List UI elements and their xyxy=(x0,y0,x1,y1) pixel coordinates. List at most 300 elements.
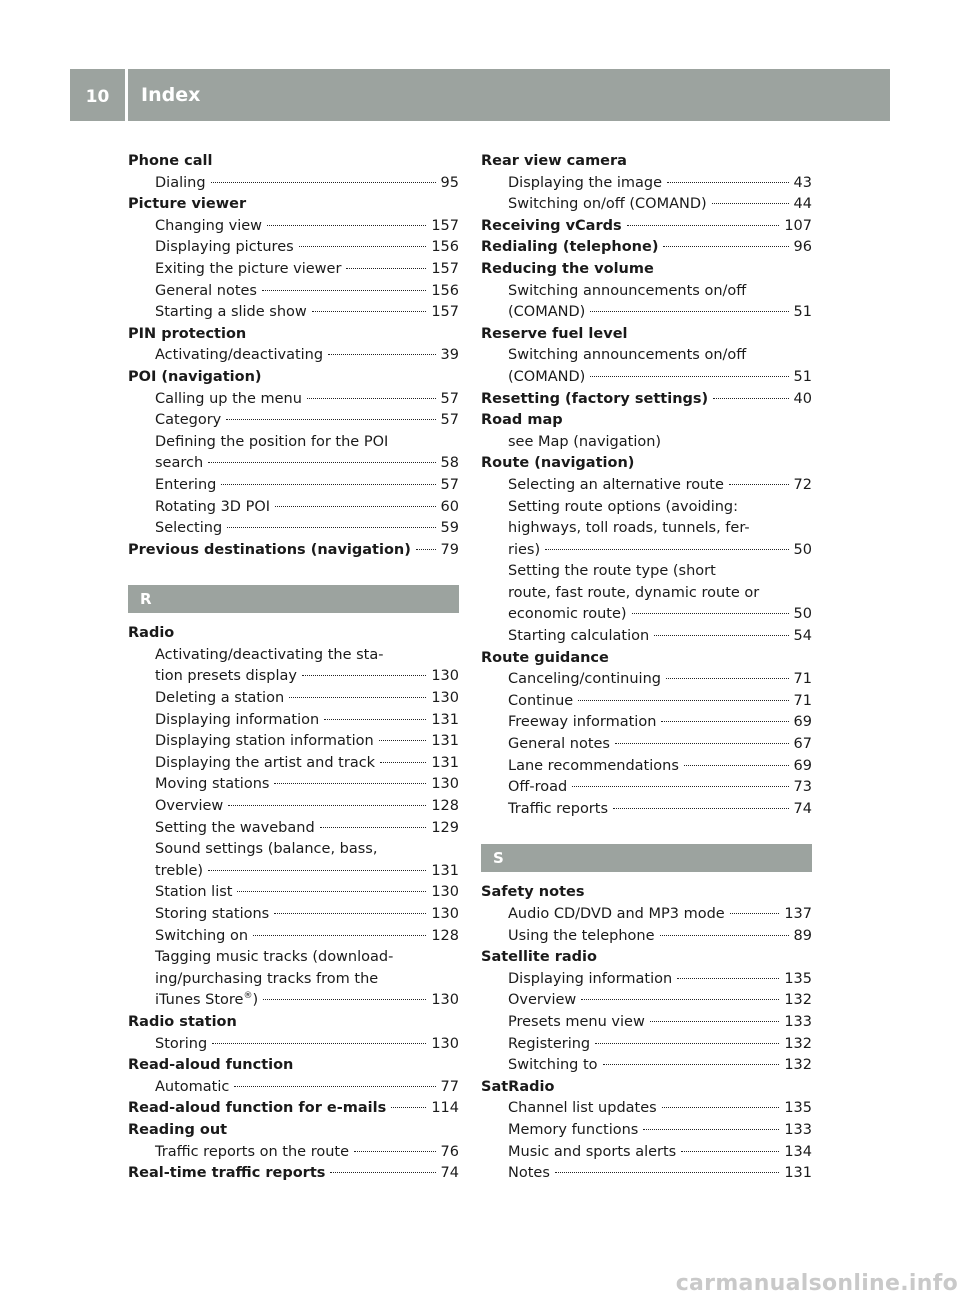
index-subentry[interactable] xyxy=(128,666,459,688)
index-entry[interactable] xyxy=(128,324,459,346)
index-subentry[interactable] xyxy=(481,691,812,713)
page-ref[interactable]: 137 xyxy=(784,906,812,922)
entry-text: Displaying information xyxy=(155,711,320,728)
entry-text: Redialing (telephone) xyxy=(481,239,659,256)
entry-label xyxy=(508,604,627,626)
entry-text: Radio station xyxy=(128,1013,237,1030)
entry-label xyxy=(508,734,610,756)
page-ref[interactable]: 130 xyxy=(431,776,459,793)
entry-suffix: ) xyxy=(252,992,259,1009)
page-ref[interactable]: 50 xyxy=(793,606,812,623)
index-entry[interactable] xyxy=(128,1012,459,1034)
entry-label xyxy=(155,453,203,475)
dot-leader xyxy=(330,1172,435,1173)
index-entry[interactable] xyxy=(128,1163,459,1185)
index-subentry[interactable] xyxy=(128,410,459,432)
index-subentry[interactable] xyxy=(128,818,459,840)
entry-text: Satellite radio xyxy=(481,949,597,966)
entry-text: Traffic reports xyxy=(508,800,609,817)
index-subentry[interactable] xyxy=(481,926,812,948)
entry-text: Off-road xyxy=(508,779,568,796)
page-ref[interactable]: 130 xyxy=(431,884,459,901)
registered-mark: ® xyxy=(243,991,253,1002)
index-subentry[interactable] xyxy=(481,626,812,648)
index-entry[interactable] xyxy=(481,151,812,173)
entry-label xyxy=(508,691,573,713)
index-subentry[interactable] xyxy=(128,753,459,775)
entry-text: Read-aloud function xyxy=(128,1057,294,1074)
page-ref[interactable]: 95 xyxy=(440,174,459,191)
entry-text: General notes xyxy=(155,282,257,299)
entry-text: route, fast route, dynamic route or xyxy=(508,584,760,601)
entry-label xyxy=(155,753,375,775)
dot-leader xyxy=(603,1064,780,1065)
index-subentry[interactable] xyxy=(481,1055,812,1077)
index-subentry[interactable] xyxy=(128,969,459,991)
index-subentry[interactable] xyxy=(481,969,812,991)
index-entry[interactable] xyxy=(481,259,812,281)
dot-leader xyxy=(379,740,427,741)
page-ref[interactable]: 128 xyxy=(431,927,459,944)
dot-leader xyxy=(578,700,788,701)
entry-label xyxy=(155,861,203,883)
entry-label xyxy=(155,216,262,238)
entry-label xyxy=(155,345,323,367)
entry-label xyxy=(508,475,724,497)
index-subentry[interactable] xyxy=(481,734,812,756)
dot-leader xyxy=(208,870,426,871)
entry-text: see Map (navigation) xyxy=(508,433,662,450)
index-subentry[interactable] xyxy=(481,777,812,799)
index-subentry[interactable] xyxy=(481,904,812,926)
entry-text: Activating/deactivating xyxy=(155,347,324,364)
page-ref[interactable]: 67 xyxy=(793,736,812,753)
index-subentry[interactable] xyxy=(481,194,812,216)
entry-text: Activating/deactivating the sta- xyxy=(155,646,384,663)
dot-leader xyxy=(267,225,426,226)
entry-label xyxy=(155,389,302,411)
index-subentry[interactable] xyxy=(128,432,459,454)
index-subentry[interactable] xyxy=(481,561,812,583)
entry-label xyxy=(155,173,206,195)
index-subentry[interactable] xyxy=(481,475,812,497)
page-ref[interactable]: 77 xyxy=(440,1078,459,1095)
entry-text: Presets menu view xyxy=(508,1013,645,1030)
entry-label xyxy=(155,1034,207,1056)
index-entry[interactable] xyxy=(481,324,812,346)
dot-leader xyxy=(211,182,436,183)
index-subentry[interactable] xyxy=(128,926,459,948)
index-subentry[interactable] xyxy=(128,345,459,367)
page-ref[interactable]: 130 xyxy=(431,992,459,1009)
entry-text: treble) xyxy=(155,862,204,879)
dot-leader xyxy=(572,786,788,787)
entry-text: Selecting xyxy=(155,520,223,537)
index-subentry[interactable] xyxy=(481,669,812,691)
page-ref[interactable]: 134 xyxy=(784,1143,812,1160)
dot-leader xyxy=(320,827,427,828)
index-subentry[interactable] xyxy=(128,216,459,238)
section-title: Index xyxy=(141,84,201,106)
entry-label xyxy=(481,389,708,411)
entry-text: Resetting (factory settings) xyxy=(481,390,709,407)
index-subentry[interactable] xyxy=(128,389,459,411)
entry-label xyxy=(508,1142,676,1164)
entry-label xyxy=(508,302,585,324)
dot-leader xyxy=(712,203,789,204)
entry-text: Reducing the volume xyxy=(481,260,654,277)
dot-leader xyxy=(590,311,788,312)
page-ref[interactable]: 71 xyxy=(793,692,812,709)
page-ref[interactable]: 73 xyxy=(793,779,812,796)
index-subentry[interactable] xyxy=(481,990,812,1012)
entry-text: Reading out xyxy=(128,1121,228,1138)
entry-label xyxy=(508,756,679,778)
dot-leader xyxy=(654,635,788,636)
index-subentry[interactable] xyxy=(128,497,459,519)
page-ref[interactable]: 72 xyxy=(793,476,812,493)
dot-leader xyxy=(324,719,426,720)
index-subentry[interactable] xyxy=(128,173,459,195)
entry-text: Displaying station information xyxy=(155,733,374,750)
dot-leader xyxy=(208,462,435,463)
index-subentry[interactable] xyxy=(128,302,459,324)
index-subentry[interactable] xyxy=(481,345,812,367)
index-subentry[interactable] xyxy=(128,281,459,303)
index-subentry[interactable] xyxy=(128,882,459,904)
dot-leader xyxy=(391,1107,426,1108)
dot-leader xyxy=(289,697,426,698)
entry-label xyxy=(155,410,221,432)
index-subentry[interactable] xyxy=(128,259,459,281)
page-ref[interactable]: 157 xyxy=(431,304,459,321)
index-entry[interactable] xyxy=(481,1077,812,1099)
index-subentry[interactable] xyxy=(481,497,812,519)
entry-text: Starting a slide show xyxy=(155,304,307,321)
page-ref[interactable]: 114 xyxy=(431,1100,459,1117)
page-ref[interactable]: 131 xyxy=(784,1165,812,1182)
entry-label xyxy=(508,1120,638,1142)
entry-label xyxy=(508,1012,645,1034)
entry-label xyxy=(128,1163,325,1185)
entry-text: Moving stations xyxy=(155,776,270,793)
page-ref[interactable]: 51 xyxy=(793,368,812,385)
index-subentry[interactable] xyxy=(481,1034,812,1056)
index-subentry[interactable] xyxy=(128,774,459,796)
dot-leader xyxy=(713,398,788,399)
page-ref[interactable]: 57 xyxy=(440,476,459,493)
page-ref[interactable]: 69 xyxy=(793,757,812,774)
index-subentry[interactable] xyxy=(481,432,812,454)
page-ref[interactable]: 135 xyxy=(784,1100,812,1117)
index-subentry[interactable] xyxy=(128,645,459,667)
index-entry[interactable] xyxy=(128,1098,459,1120)
entry-label xyxy=(155,518,222,540)
index-entry[interactable] xyxy=(128,367,459,389)
dot-leader xyxy=(643,1129,779,1130)
entry-text: Road map xyxy=(481,412,563,429)
entry-label xyxy=(155,302,307,324)
index-entry[interactable] xyxy=(128,1055,459,1077)
index-entry[interactable] xyxy=(128,540,459,562)
dot-leader xyxy=(262,290,426,291)
index-subentry[interactable] xyxy=(481,1120,812,1142)
page-ref[interactable]: 130 xyxy=(431,1035,459,1052)
dot-leader xyxy=(212,1043,426,1044)
page-ref[interactable]: 128 xyxy=(431,798,459,815)
entry-text: Selecting an alternative route xyxy=(508,476,724,493)
entry-text: Using the telephone xyxy=(508,927,655,944)
entry-text: Rotating 3D POI xyxy=(155,498,271,515)
entry-text: Continue xyxy=(508,692,574,709)
page-ref[interactable]: 43 xyxy=(793,174,812,191)
index-subentry[interactable] xyxy=(481,281,812,303)
entry-text: Overview xyxy=(155,798,224,815)
index-entry[interactable] xyxy=(128,623,459,645)
index-entry[interactable] xyxy=(481,410,812,432)
dot-leader xyxy=(275,506,436,507)
index-subentry[interactable] xyxy=(128,796,459,818)
entry-label xyxy=(155,818,315,840)
index-subentry[interactable] xyxy=(128,475,459,497)
dot-leader xyxy=(328,354,435,355)
entry-text: Rear view camera xyxy=(481,153,627,169)
page-ref[interactable]: 57 xyxy=(440,390,459,407)
entry-text: POI (navigation) xyxy=(128,368,262,385)
entry-text: Freeway information xyxy=(508,714,657,731)
entry-label xyxy=(155,926,248,948)
page-ref[interactable]: 44 xyxy=(793,196,812,213)
page-ref[interactable]: 74 xyxy=(793,800,812,817)
index-subentry[interactable] xyxy=(481,1163,812,1185)
page-ref[interactable]: 132 xyxy=(784,1057,812,1074)
entry-text: Exiting the picture viewer xyxy=(155,260,342,277)
dot-leader xyxy=(416,549,436,550)
entry-text: Storing xyxy=(155,1035,208,1052)
index-subentry[interactable] xyxy=(481,302,812,324)
page-ref[interactable]: 131 xyxy=(431,711,459,728)
entry-text: Calling up the menu xyxy=(155,390,302,407)
entry-text: ing/purchasing tracks from the xyxy=(155,970,379,987)
index-subentry[interactable] xyxy=(128,710,459,732)
dot-leader xyxy=(299,246,427,247)
entry-label xyxy=(508,904,725,926)
entry-label xyxy=(508,194,707,216)
index-subentry[interactable] xyxy=(128,1034,459,1056)
page-ref[interactable]: 107 xyxy=(784,217,812,234)
entry-label xyxy=(508,990,576,1012)
page-ref[interactable]: 157 xyxy=(431,217,459,234)
index-subentry[interactable] xyxy=(481,799,812,821)
dot-leader xyxy=(590,376,788,377)
index-subentry[interactable] xyxy=(481,604,812,626)
watermark: carmanualsonline.info xyxy=(675,1271,958,1296)
index-entry[interactable] xyxy=(128,151,459,173)
index-subentry[interactable] xyxy=(128,518,459,540)
entry-text: Displaying the image xyxy=(508,174,663,191)
index-subentry[interactable] xyxy=(128,453,459,475)
index-subentry[interactable] xyxy=(481,712,812,734)
entry-text: economic route) xyxy=(508,606,627,623)
dot-leader xyxy=(681,1151,779,1152)
entry-text: Phone call xyxy=(128,153,213,169)
page-ref[interactable]: 130 xyxy=(431,690,459,707)
index-entry[interactable] xyxy=(481,389,812,411)
entry-text: Notes xyxy=(508,1165,550,1182)
page-ref[interactable]: 51 xyxy=(793,304,812,321)
page-ref[interactable]: 59 xyxy=(440,520,459,537)
index-subentry[interactable] xyxy=(481,756,812,778)
index-subentry[interactable] xyxy=(481,540,812,562)
entry-text: Entering xyxy=(155,476,217,493)
index-entry[interactable] xyxy=(481,237,812,259)
entry-text: Picture viewer xyxy=(128,196,247,213)
index-subentry[interactable] xyxy=(128,1142,459,1164)
page-ref[interactable]: 156 xyxy=(431,239,459,256)
entry-text: Read-aloud function for e-mails xyxy=(128,1100,387,1117)
entry-text: SatRadio xyxy=(481,1078,555,1095)
dot-leader xyxy=(545,549,788,550)
entry-text: Switching announcements on/off xyxy=(508,282,747,299)
entry-text: Audio CD/DVD and MP3 mode xyxy=(508,906,725,922)
dot-leader xyxy=(627,225,780,226)
entry-label xyxy=(508,712,656,734)
page-header xyxy=(70,69,890,121)
index-entry[interactable] xyxy=(481,648,812,670)
page-ref[interactable]: 131 xyxy=(431,754,459,771)
entry-text: Switching on xyxy=(155,927,249,944)
page-ref[interactable]: 60 xyxy=(440,498,459,515)
page-ref[interactable]: 40 xyxy=(793,390,812,407)
page-ref[interactable]: 132 xyxy=(784,992,812,1009)
index-subentry[interactable] xyxy=(128,731,459,753)
entry-text: Registering xyxy=(508,1035,591,1052)
page-ref[interactable]: 130 xyxy=(431,906,459,922)
dot-leader xyxy=(221,484,435,485)
entry-text: Switching to xyxy=(508,1057,598,1074)
page-ref[interactable]: 89 xyxy=(793,927,812,944)
page-ref[interactable]: 129 xyxy=(431,819,459,836)
dot-leader xyxy=(613,808,789,809)
index-subentry[interactable] xyxy=(128,237,459,259)
page-ref[interactable]: 58 xyxy=(440,455,459,472)
dot-leader xyxy=(274,783,426,784)
page-ref[interactable]: 39 xyxy=(440,347,459,364)
dot-leader xyxy=(312,311,427,312)
page-ref[interactable]: 76 xyxy=(440,1143,459,1160)
index-subentry[interactable] xyxy=(128,1077,459,1099)
page-ref[interactable]: 69 xyxy=(793,714,812,731)
dot-leader xyxy=(729,484,789,485)
page-ref[interactable]: 131 xyxy=(431,733,459,750)
index-subentry[interactable] xyxy=(481,1012,812,1034)
page-ref[interactable]: 156 xyxy=(431,282,459,299)
dot-leader xyxy=(581,999,779,1000)
entry-text: Sound settings (balance, bass, xyxy=(155,841,378,858)
index-subentry[interactable] xyxy=(128,904,459,926)
index-subentry[interactable] xyxy=(481,173,812,195)
entry-label xyxy=(155,281,257,303)
index-entry[interactable] xyxy=(481,882,812,904)
index-subentry[interactable] xyxy=(481,1142,812,1164)
index-subentry[interactable] xyxy=(481,1098,812,1120)
entry-label xyxy=(508,1034,590,1056)
page-ref[interactable]: 133 xyxy=(784,1013,812,1030)
entry-label xyxy=(155,497,270,519)
page-ref[interactable]: 79 xyxy=(440,541,459,558)
page-ref[interactable]: 135 xyxy=(784,970,812,987)
entry-text: General notes xyxy=(508,736,610,753)
index-column-left xyxy=(128,151,459,1185)
entry-text: Starting calculation xyxy=(508,628,650,645)
page-ref[interactable]: 132 xyxy=(784,1035,812,1052)
page-ref[interactable]: 130 xyxy=(431,668,459,685)
section-letter: R xyxy=(128,585,459,613)
dot-leader xyxy=(263,999,426,1000)
index-subentry[interactable] xyxy=(481,583,812,605)
dot-leader xyxy=(595,1043,779,1044)
index-subentry[interactable] xyxy=(128,688,459,710)
dot-leader xyxy=(684,765,789,766)
dot-leader xyxy=(346,268,426,269)
entry-text: Setting the route type (short xyxy=(508,563,716,580)
dot-leader xyxy=(302,675,426,676)
entry-text: Deleting a station xyxy=(155,690,285,707)
entry-label xyxy=(508,777,567,799)
index-subentry[interactable] xyxy=(481,518,812,540)
section-letter: S xyxy=(481,844,812,872)
dot-leader xyxy=(730,913,780,914)
entry-text: Canceling/continuing xyxy=(508,671,661,688)
page-ref[interactable]: 57 xyxy=(440,412,459,429)
page-ref[interactable]: 131 xyxy=(431,862,459,879)
entry-text: Radio xyxy=(128,625,175,642)
entry-text: Displaying information xyxy=(508,970,673,987)
dot-leader xyxy=(666,678,789,679)
entry-text: Switching on/off (COMAND) xyxy=(508,196,707,213)
dot-leader xyxy=(228,805,426,806)
index-entry[interactable] xyxy=(481,453,812,475)
index-entry[interactable] xyxy=(481,947,812,969)
index-subentry[interactable] xyxy=(128,947,459,969)
entry-label xyxy=(128,1098,386,1120)
entry-label xyxy=(155,1077,229,1099)
entry-label xyxy=(155,259,341,281)
page-ref[interactable]: 54 xyxy=(793,628,812,645)
index-subentry[interactable] xyxy=(128,861,459,883)
index-entry[interactable] xyxy=(128,194,459,216)
index-subentry[interactable] xyxy=(128,839,459,861)
page-ref[interactable]: 96 xyxy=(793,239,812,256)
page-ref[interactable]: 133 xyxy=(784,1121,812,1138)
index-subentry[interactable] xyxy=(481,367,812,389)
index-subentry[interactable] xyxy=(128,990,459,1012)
entry-text: Defining the position for the POI xyxy=(155,433,389,450)
page-ref[interactable]: 157 xyxy=(431,260,459,277)
page-ref[interactable]: 74 xyxy=(440,1165,459,1182)
entry-label xyxy=(155,774,269,796)
dot-leader xyxy=(650,1021,780,1022)
dot-leader xyxy=(234,1086,435,1087)
entry-label xyxy=(481,216,622,238)
entry-label xyxy=(155,237,294,259)
index-entry[interactable] xyxy=(481,216,812,238)
dot-leader xyxy=(555,1172,779,1173)
index-entry[interactable] xyxy=(128,1120,459,1142)
page-ref[interactable]: 71 xyxy=(793,671,812,688)
page-ref[interactable]: 50 xyxy=(793,541,812,558)
dot-leader xyxy=(237,891,426,892)
